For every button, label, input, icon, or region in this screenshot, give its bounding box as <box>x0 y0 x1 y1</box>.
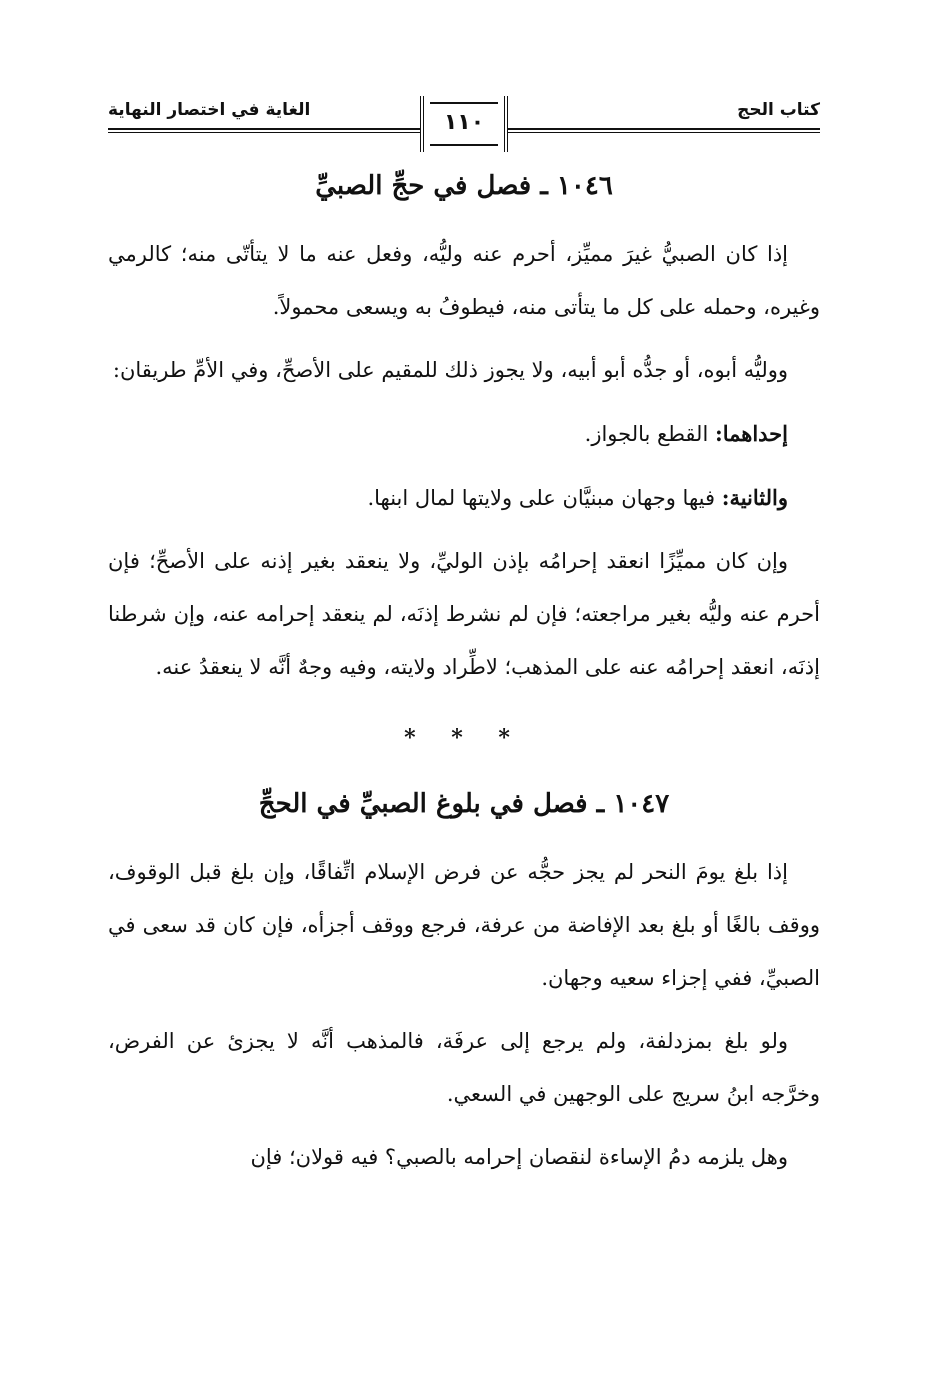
paragraph: ووليُّه أبوه، أو جدُّه أبو أبيه، ولا يجوز ذلك للمقيم على الأصحِّ، وفي الأمِّ طريقان: <box>112 358 788 382</box>
paragraph: وهل يلزمه دمُ الإساءة لنقصان إحرامه بالصبي؟ فيه قولان؛ فإن <box>250 1145 788 1169</box>
chapter-title: كتاب الحج <box>737 100 820 120</box>
paragraph-label: والثانية: <box>721 485 788 510</box>
book-title: الغاية في اختصار النهاية <box>108 100 311 120</box>
section-title: ١٠٤٧ ـ فصل في بلوغ الصبيِّ في الحجِّ <box>258 789 670 819</box>
paragraph: إذا كان الصبيُّ غيرَ مميِّز، أحرم عنه وليُّه، وفعل عنه ما لا يتأتّى منه؛ كالرمي وغيره، وحمله على كل ما يتأتى منه، فيطوفُ به ويسعى محمولاً. <box>108 242 820 319</box>
paragraph-text: القطع بالجواز. <box>584 422 715 446</box>
labeled-paragraph <box>108 407 820 461</box>
paragraph-text: فيها وجهان مبنيَّان على ولايتها لمال ابنها. <box>367 486 722 510</box>
running-header <box>108 96 820 156</box>
paragraph: وإن كان مميِّزًا انعقد إحرامُه بإذن الوليِّ، ولا ينعقد بغير إذنه على الأصحِّ؛ فإن أحرم عنه وليُّه بغير مراجعته؛ فإن لم نشرط إذنَه، لم ينعقد إحرامه عنه، وإن شرطنا إذنَه، انعقد إحرامُه عنه على المذهب؛ لاطِّراد ولايته، وفيه وجهٌ أنَّه لا ينعقدُ عنه. <box>108 549 820 679</box>
section-separator: * * * <box>404 725 524 751</box>
page-number-frame <box>420 96 508 152</box>
paragraph: ولو بلغ بمزدلفة، ولم يرجع إلى عرفَة، فالمذهب أنَّه لا يجزئ عن الفرض، وخرَّجه ابنُ سريج على الوجهين في السعي. <box>108 1029 820 1106</box>
paragraph-label: إحداهما: <box>714 421 788 446</box>
section-title: ١٠٤٦ ـ فصل في حجِّ الصبيِّ <box>315 171 613 201</box>
page-number: ١١٠ <box>443 110 485 135</box>
paragraph: إذا بلغ يومَ النحر لم يجز حجُّه عن فرض الإسلام اتِّفاقًا، وإن بلغ قبل الوقوف، ووقف بالغًا أو بلغ بعد الإفاضة من عرفة، فرجع ووقف أجزأه، فإن كان قد سعى في الصبيِّ، ففي إجزاء سعيه وجهان. <box>108 860 820 990</box>
page-content <box>108 166 820 1184</box>
labeled-paragraph <box>108 471 820 525</box>
